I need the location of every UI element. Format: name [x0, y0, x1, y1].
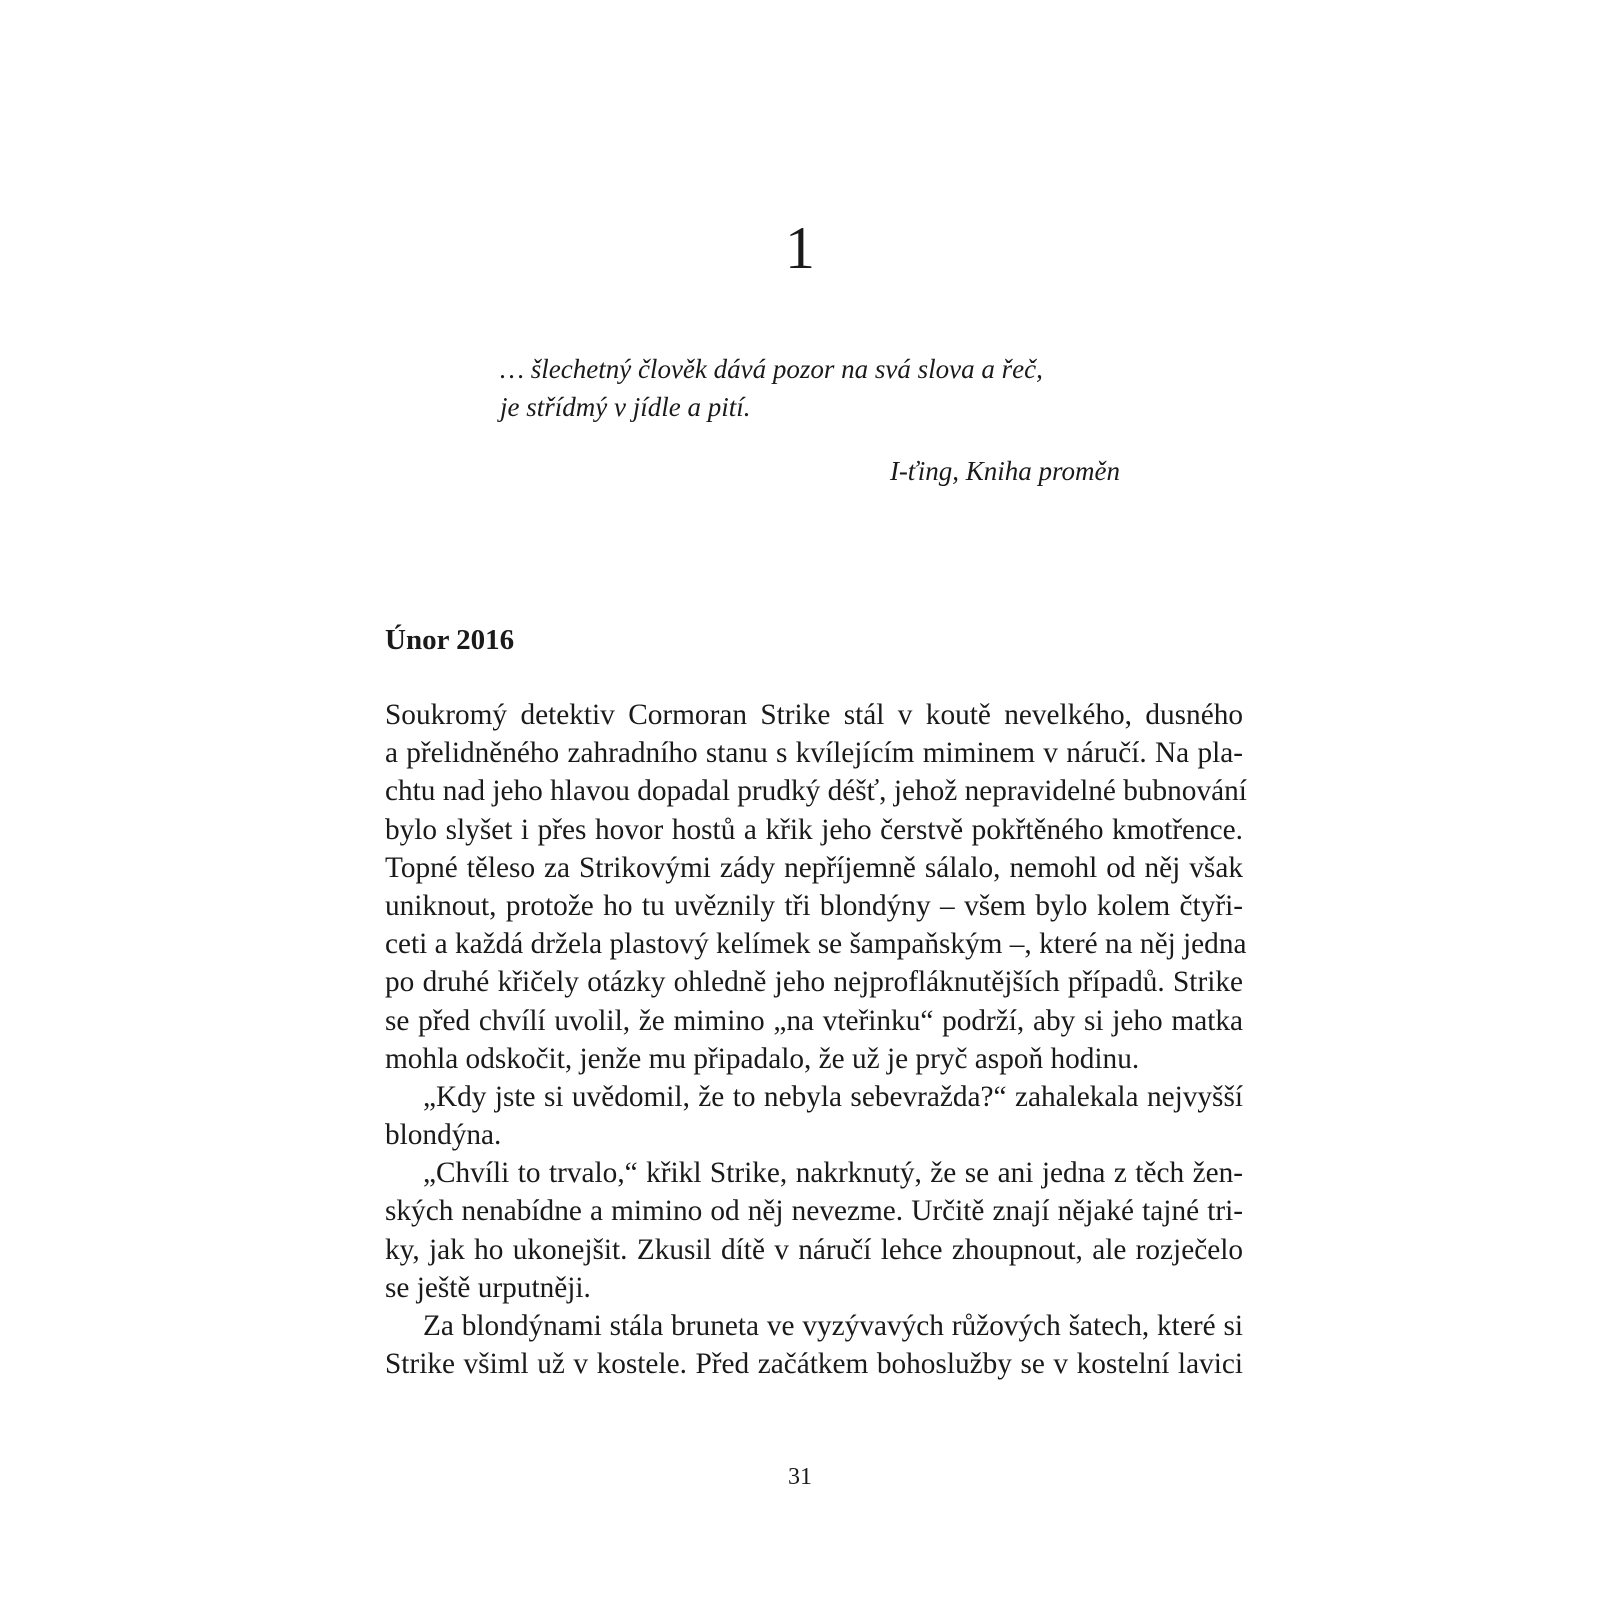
chapter-number: 1	[785, 215, 815, 281]
text-line: Za blondýnami stála bruneta ve vyzývavých růžových šatech, které si	[423, 1310, 1243, 1342]
body-text	[385, 696, 1247, 1383]
text-line: „Kdy jste si uvědomil, že to nebyla sebevražda?“ zahalekala nejvyšší	[423, 1080, 1243, 1113]
text-line: se ještě urputněji.	[385, 1271, 591, 1304]
epigraph-source: I-ťing, Kniha proměn	[889, 456, 1120, 486]
epigraph-line: … šlechetný člověk dává pozor na svá slova a řeč,	[500, 354, 1043, 384]
text-line: „Chvíli to trvalo,“ křikl Strike, nakrknutý, že se ani jedna z těch žen-	[423, 1157, 1243, 1190]
text-line: se před chvílí uvolil, že mimino „na vteřinku“ podrží, aby si jeho matka	[385, 1004, 1243, 1037]
epigraph	[500, 350, 1120, 426]
text-line: ceti a každá držela plastový kelímek se šampaňským –, které na něj jedna	[385, 928, 1247, 961]
text-line: ky, jak ho ukonejšit. Zkusil dítě v náručí lehce zhoupnout, ale rozječelo	[385, 1233, 1243, 1266]
text-line: Soukromý detektiv Cormoran Strike stál v koutě nevelkého, dusného	[385, 699, 1243, 731]
text-line: a přelidněného zahradního stanu s kvílejícím miminem v náručí. Na pla-	[385, 737, 1243, 770]
text-line: chtu nad jeho hlavou dopadal prudký déšť, jehož nepravidelné bubnování	[385, 775, 1247, 808]
epigraph-line: je střídmý v jídle a pití.	[500, 392, 751, 422]
text-line: ských nenabídne a mimino od něj nevezme. Určitě znají nějaké tajné tri-	[385, 1195, 1243, 1228]
page-number: 31	[788, 1464, 812, 1490]
text-line: bylo slyšet i přes hovor hostů a křik jeho čerstvě pokřtěného kmotřence.	[385, 813, 1243, 846]
text-line: uniknout, protože ho tu uvěznily tři blondýny – všem bylo kolem čtyři-	[385, 889, 1243, 922]
text-line: blondýna.	[385, 1119, 502, 1152]
section-heading: Únor 2016	[385, 624, 515, 656]
text-line: po druhé křičely otázky ohledně jeho nejprofláknutějších případů. Strike	[385, 966, 1243, 999]
text-line: Strike všiml už v kostele. Před začátkem bohoslužby se v kostelní lavici	[385, 1348, 1243, 1381]
text-line: Topné těleso za Strikovými zády nepříjemně sálalo, nemohl od něj však	[385, 851, 1243, 884]
text-line: mohla odskočit, jenže mu připadalo, že už je pryč aspoň hodinu.	[385, 1042, 1140, 1075]
